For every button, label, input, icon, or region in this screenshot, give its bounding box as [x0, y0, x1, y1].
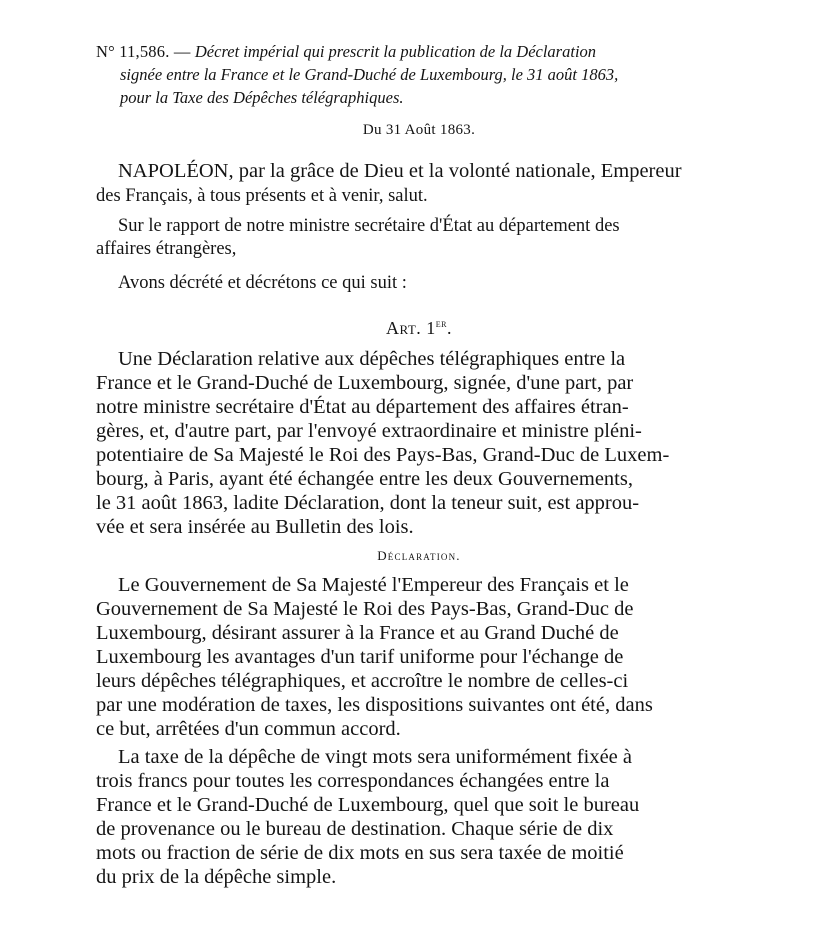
article-line: le 31 août 1863, ladite Déclaration, dont la teneur suit, est approu- — [96, 492, 640, 514]
header-line-3: pour la Taxe des Dépêches télégraphiques. — [120, 88, 404, 107]
declaration-line: Luxembourg les avantages d'un tarif uniforme pour l'échange de — [96, 646, 624, 668]
decree-title-start: Décret impérial qui prescrit la publication de la Déclaration — [194, 42, 597, 61]
declaration-line: trois francs pour toutes les correspondances échangées entre la — [96, 770, 610, 792]
report-line-2: affaires étrangères, — [96, 239, 237, 259]
declaration-line: mots ou fraction de série de dix mots en sus sera taxée de moitié — [96, 842, 624, 864]
declaration-line: du prix de la dépêche simple. — [96, 866, 337, 888]
report-line-1: Sur le rapport de notre ministre secrétaire d'État au département des — [118, 216, 620, 236]
decree-formula: Avons décrété et décrétons ce qui suit : — [118, 273, 407, 293]
declaration-line: par une modération de taxes, les dispositions suivantes ont été, dans — [96, 694, 653, 716]
header-line-2: signée entre la France et le Grand-Duché de Luxembourg, le 31 août 1863, — [120, 65, 619, 84]
article-title: Art. 1 — [385, 318, 436, 338]
article-superscript: er — [435, 318, 448, 330]
decree-number: N° 11,586. — — [96, 42, 195, 61]
declaration-line: France et le Grand-Duché de Luxembourg, quel que soit le bureau — [96, 794, 640, 816]
decree-header — [96, 40, 746, 109]
declaration-line: Gouvernement de Sa Majesté le Roi des Pays-Bas, Grand-Duc de — [96, 598, 634, 620]
declaration-line: Le Gouvernement de Sa Majesté l'Empereur des Français et le — [118, 574, 629, 596]
article-heading: Art. 1er. — [385, 318, 453, 338]
article-line: vée et sera insérée au Bulletin des lois. — [96, 516, 414, 538]
preamble-line-1: NAPOLÉON, par la grâce de Dieu et la volonté nationale, Empereur — [118, 160, 682, 182]
declaration-line: de provenance ou le bureau de destination. Chaque série de dix — [96, 818, 614, 840]
preamble-line-2: des Français, à tous présents et à venir, salut. — [96, 186, 428, 206]
article-line: gères, et, d'autre part, par l'envoyé extraordinaire et ministre pléni- — [96, 420, 642, 442]
declaration-line: La taxe de la dépêche de vingt mots sera uniformément fixée à — [118, 746, 632, 768]
declaration-line: ce but, arrêtées d'un commun accord. — [96, 718, 401, 740]
header-line-1 — [96, 40, 746, 63]
decree-date: Du 31 Août 1863. — [362, 122, 476, 138]
article-line: notre ministre secrétaire d'État au département des affaires étran- — [96, 396, 629, 418]
declaration-title: Déclaration. — [377, 548, 461, 563]
declaration-line: Luxembourg, désirant assurer à la France et au Grand Duché de — [96, 622, 619, 644]
article-line: France et le Grand-Duché de Luxembourg, signée, d'une part, par — [96, 372, 634, 394]
article-line: Une Déclaration relative aux dépêches télégraphiques entre la — [118, 348, 626, 370]
article-line: bourg, à Paris, ayant été échangée entre les deux Gouvernements, — [96, 468, 633, 490]
declaration-line: leurs dépêches télégraphiques, et accroître le nombre de celles-ci — [96, 670, 629, 692]
article-line: potentiaire de Sa Majesté le Roi des Pays-Bas, Grand-Duc de Luxem- — [96, 444, 670, 466]
